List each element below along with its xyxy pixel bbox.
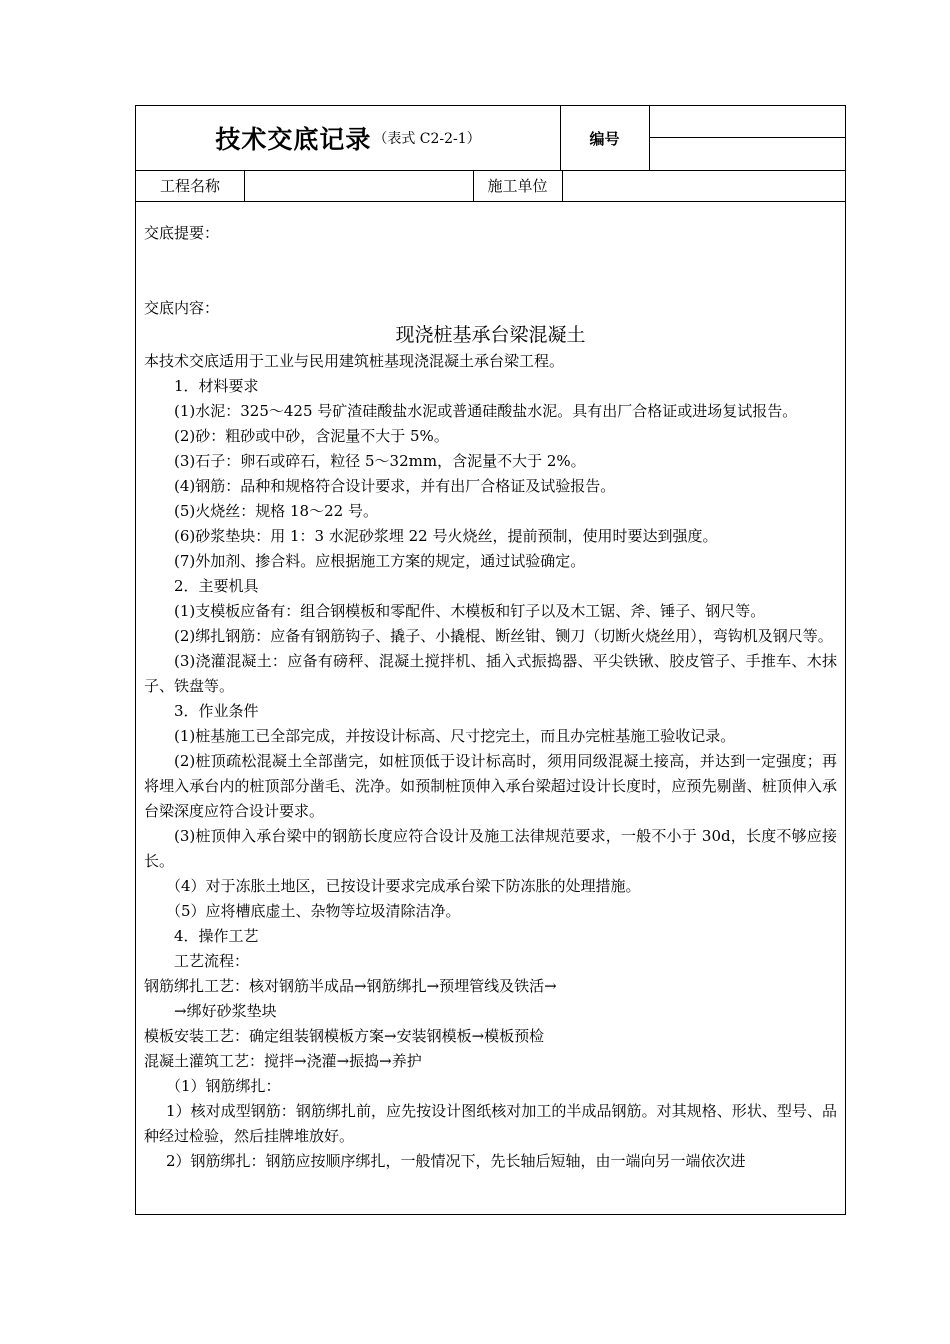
paragraph: (2)砂：粗砂或中砂，含泥量不大于 5%。 — [174, 427, 449, 445]
paragraph: （4）对于冻胀土地区，已按设计要求完成承台梁下防冻胀的处理措施。 — [166, 877, 641, 895]
paragraph: 钢筋绑扎工艺：核对钢筋半成品→钢筋绑扎→预埋管线及铁活→ — [144, 977, 557, 995]
paragraph: （5）应将槽底虚土、杂物等垃圾清除洁净。 — [166, 902, 461, 920]
paragraph: (4)钢筋：品种和规格符合设计要求，并有出厂合格证及试验报告。 — [174, 477, 616, 495]
number-label-cell — [560, 106, 649, 170]
paragraph: (3)石子：卵石或碎石，粒径 5～32mm，含泥量不大于 2%。 — [174, 452, 586, 470]
form-code: （表式 C2-2-1） — [373, 131, 481, 147]
section-heading: 3．作业条件 — [174, 702, 259, 720]
paragraph: 2）钢筋绑扎：钢筋应按顺序绑扎，一般情况下，先长轴后短轴，由一端向另一端依次进 — [166, 1152, 746, 1170]
paragraph: (5)火烧丝：规格 18～22 号。 — [174, 502, 378, 520]
content-label: 交底内容： — [144, 299, 220, 317]
section-heading: 2．主要机具 — [174, 577, 259, 595]
paragraph: (7)外加剂、掺合料。应根据施工方案的规定，通过试验确定。 — [174, 552, 586, 570]
info-row-divider — [136, 201, 845, 202]
project-name-value[interactable] — [244, 170, 473, 201]
paragraph: →绑好砂浆垫块 — [174, 1002, 277, 1020]
document-title: 现浇桩基承台梁混凝土 — [395, 324, 586, 346]
section-heading: 4．操作工艺 — [174, 927, 259, 945]
construction-unit-label: 施工单位 — [487, 177, 548, 195]
paragraph: (3)桩顶伸入承台梁中的钢筋长度应符合设计及施工法律规范要求，一般不小于 30d，长度不够应接长。 — [144, 827, 837, 870]
paragraph: 混凝土灌筑工艺：搅拌→浇灌→振捣→养护 — [144, 1052, 422, 1070]
paragraph: 本技术交底适用于工业与民用建筑桩基现浇混凝土承台梁工程。 — [144, 352, 565, 370]
form-title — [136, 106, 560, 170]
paragraph: (6)砂浆垫块：用 1：3 水泥砂浆埋 22 号火烧丝，提前预制，使用时要达到强度。 — [174, 527, 718, 545]
paragraph: (1)水泥：325～425 号矿渣硅酸盐水泥或普通硅酸盐水泥。具有出厂合格证或进场复试报告。 — [174, 402, 798, 420]
construction-unit-value[interactable] — [562, 170, 847, 201]
paragraph: 工艺流程： — [174, 952, 250, 970]
number-label: 编号 — [589, 129, 620, 148]
form-title-main: 技术交底记录 — [215, 125, 372, 154]
paragraph: (1)支模板应备有：组合钢模板和零配件、木模板和钉子以及木工锯、斧、锤子、钢尺等。 — [174, 602, 766, 620]
paragraph: (3)浇灌混凝土：应备有磅秤、混凝土搅拌机、插入式振捣器、平尖铁锹、胶皮管子、手推车、木抹子、铁盘等。 — [144, 652, 837, 695]
number-value-1[interactable] — [649, 106, 847, 137]
construction-unit-label-cell — [473, 170, 562, 201]
summary-label: 交底提要： — [144, 224, 220, 242]
paragraph: （1）钢筋绑扎： — [166, 1077, 281, 1095]
project-name-label-cell — [136, 170, 244, 201]
section-heading: 1．材料要求 — [174, 377, 259, 395]
record-form — [135, 105, 846, 1215]
paragraph: (2)绑扎钢筋：应备有钢筋钩子、撬子、小撬棍、断丝钳、铡刀（切断火烧丝用），弯钩机及钢尺等。 — [174, 627, 833, 645]
summary-blank — [144, 246, 837, 296]
paragraph: (1)桩基施工已全部完成，并按设计标高、尺寸挖完土，而且办完桩基施工验收记录。 — [174, 727, 736, 745]
project-name-label: 工程名称 — [159, 177, 220, 195]
number-value-2[interactable] — [649, 137, 847, 170]
paragraph: 模板安装工艺：确定组装钢模板方案→安装钢模板→模板预检 — [144, 1027, 545, 1045]
content-body — [144, 221, 837, 1174]
paragraph: (2)桩顶疏松混凝土全部凿完，如桩顶低于设计标高时，须用同级混凝土接高，并达到一定强度；再将埋入承台内的桩顶部分凿毛、洗净。如预制桩顶伸入承台梁超过设计长度时，应预先剔凿、桩顶伸入承台梁深度应符合设计要求。 — [144, 752, 837, 820]
paragraph: 1）核对成型钢筋：钢筋绑扎前，应先按设计图纸核对加工的半成品钢筋。对其规格、形状、型号、品种经过检验，然后挂牌堆放好。 — [144, 1102, 837, 1145]
